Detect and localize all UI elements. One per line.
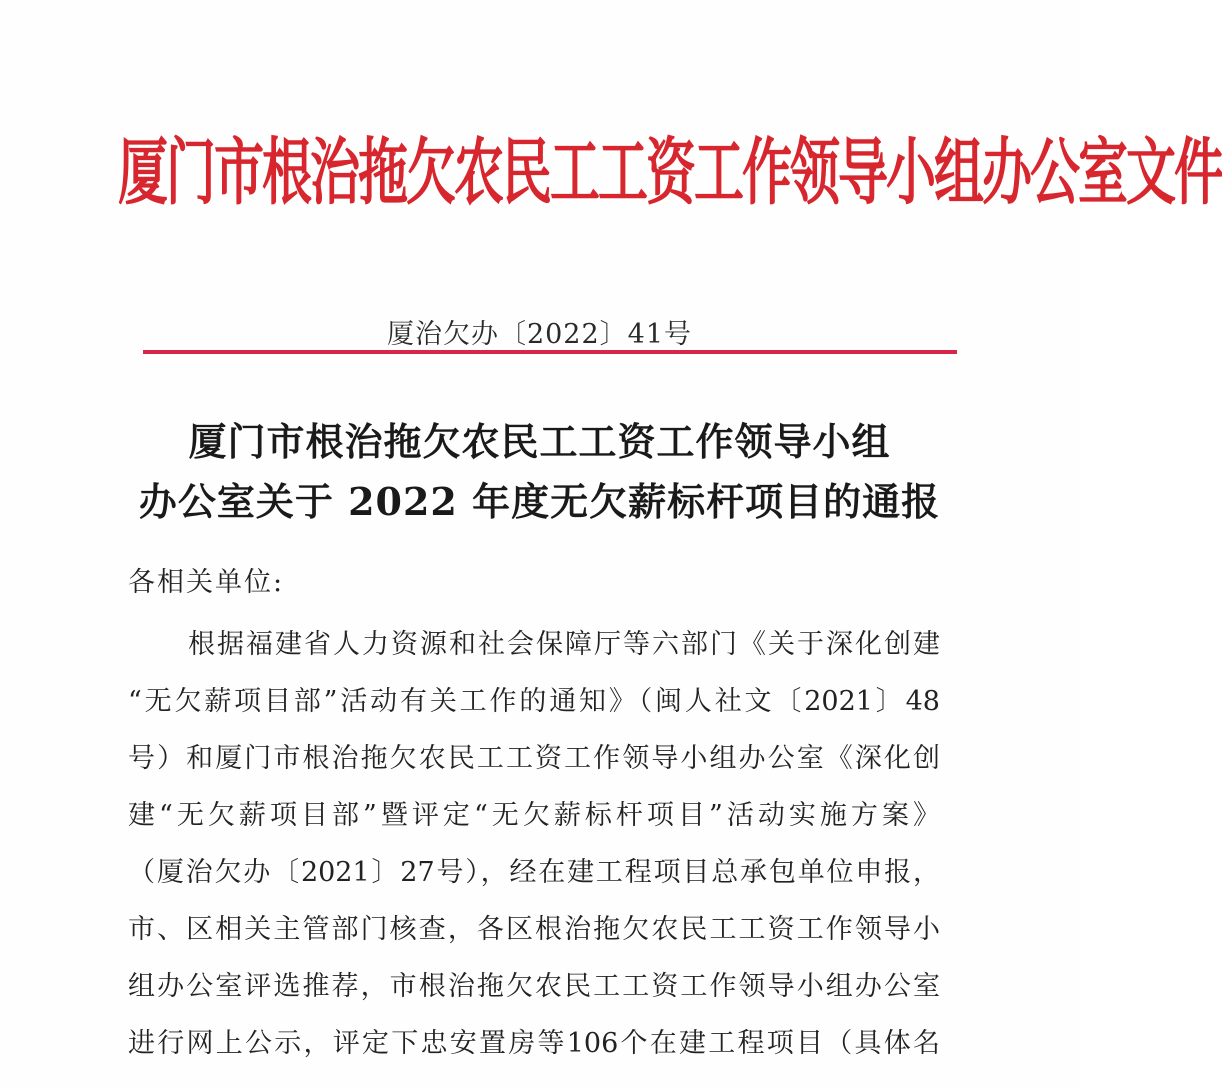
body-line: 进行网上公示，评定下忠安置房等106个在建工程项目（具体名: [128, 1028, 940, 1059]
title-line-1: 厦门市根治拖欠农民工工资工作领导小组: [188, 419, 891, 464]
body-paragraph: [128, 616, 940, 1072]
body-line: 号）和厦门市根治拖欠农民工工资工作领导小组办公室《深化创: [128, 743, 940, 774]
body-line: 根据福建省人力资源和社会保障厅等六部门《关于深化创建: [188, 629, 940, 660]
document-title: [0, 412, 1079, 532]
body-line: （厦治欠办〔2021〕27号），经在建工程项目总承包单位申报，: [128, 857, 940, 888]
document-masthead: 厦门市根治拖欠农民工工资工作领导小组办公室文件: [118, 129, 1222, 216]
salutation: 各相关单位:: [128, 567, 285, 598]
body-line: “无欠薪项目部”活动有关工作的通知》（闽人社文〔2021〕48: [128, 686, 940, 717]
red-divider-rule: [143, 350, 957, 354]
body-line: 市、区相关主管部门核查，各区根治拖欠农民工工资工作领导小: [128, 914, 940, 945]
body-line: 组办公室评选推荐，市根治拖欠农民工工资工作领导小组办公室: [128, 971, 940, 1002]
title-line-2: 办公室关于 2022 年度无欠薪标杆项目的通报: [138, 479, 941, 524]
document-number: 厦治欠办〔2022〕41号: [386, 319, 693, 350]
body-line: 建“无欠薪项目部”暨评定“无欠薪标杆项目”活动实施方案》: [128, 800, 940, 831]
